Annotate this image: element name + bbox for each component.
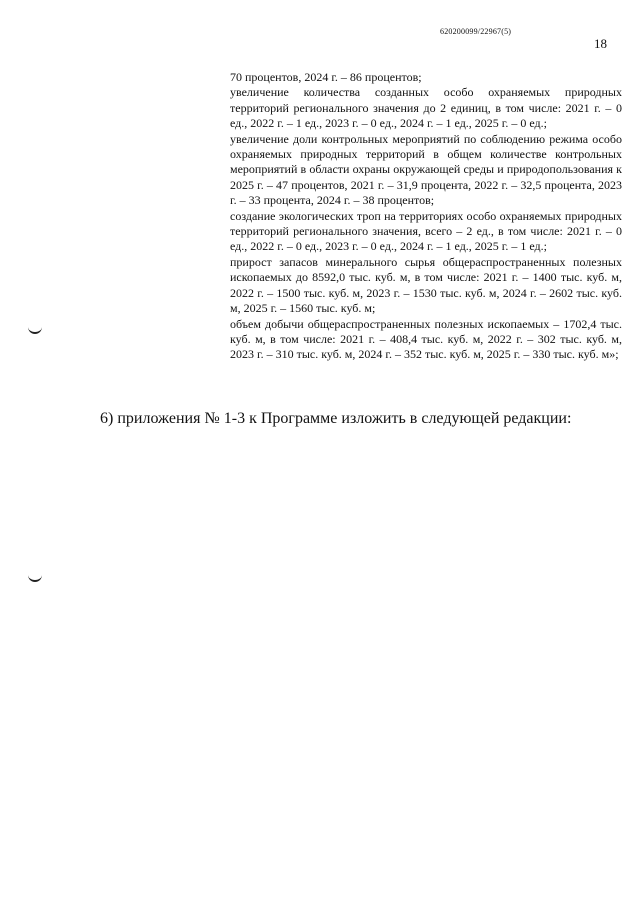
main-paragraph: 6) приложения № 1-3 к Программе изложить в следующей редакции:	[100, 410, 572, 427]
indicators-block	[230, 70, 622, 363]
paragraph-mineral-reserves: прирост запасов минерального сырья общераспространенных полезных ископаемых до 8592,0 тыс. куб. м, в том числе: 2021 г. – 1400 тыс. куб. м, 2022 г. – 1500 тыс. куб. м, 2023 г. – 1530 тыс. куб. м, 2024 г. – 2602 тыс. куб. м, 2025 г. – 1560 тыс. куб. м;	[230, 254, 622, 316]
paragraph-mineral-extraction: объем добычи общераспространенных полезных ископаемых – 1702,4 тыс. куб. м, в том числе: 2021 г. – 408,4 тыс. куб. м, 2022 г. – 302 тыс. куб. м, 2023 г. – 310 тыс. куб. м, 2024 г. – 352 тыс. куб. м, 2025 г. – 330 тыс. куб. м»;	[230, 316, 622, 362]
paragraph-indicator-continuation: 70 процентов, 2024 г. – 86 процентов;	[230, 70, 422, 84]
page-number: 18	[594, 36, 607, 51]
scan-mark	[28, 574, 42, 582]
scan-mark	[28, 326, 42, 334]
paragraph-control-measures: увеличение доли контрольных мероприятий по соблюдению режима особо охраняемых природных территорий в общем количестве контрольных мероприятий в области охраны окружающей среды и природопользования к 2025 г. – 47 процентов, 2021 г. – 31,9 процента, 2022 г. – 32,5 процента, 2023 г. – 33 процента, 2024 г. – 38 процентов;	[230, 131, 622, 208]
document-number: 620200099/22967(5)	[440, 27, 512, 36]
paragraph-protected-areas: увеличение количества созданных особо охраняемых природных территорий регионального значения до 2 единиц, в том числе: 2021 г. – 0 ед., 2022 г. – 1 ед., 2023 г. – 0 ед., 2024 г. – 1 ед., 2025 г. – 0 ед.;	[230, 85, 622, 131]
paragraph-ecological-trails: создание экологических троп на территориях особо охраняемых природных территорий регионального значения, всего – 2 ед., в том числе: 2021 г. – 0 ед., 2022 г. – 0 ед., 2023 г. – 0 ед., 2024 г. – 1 ед., 2025 г. – 1 ед.;	[230, 208, 622, 254]
